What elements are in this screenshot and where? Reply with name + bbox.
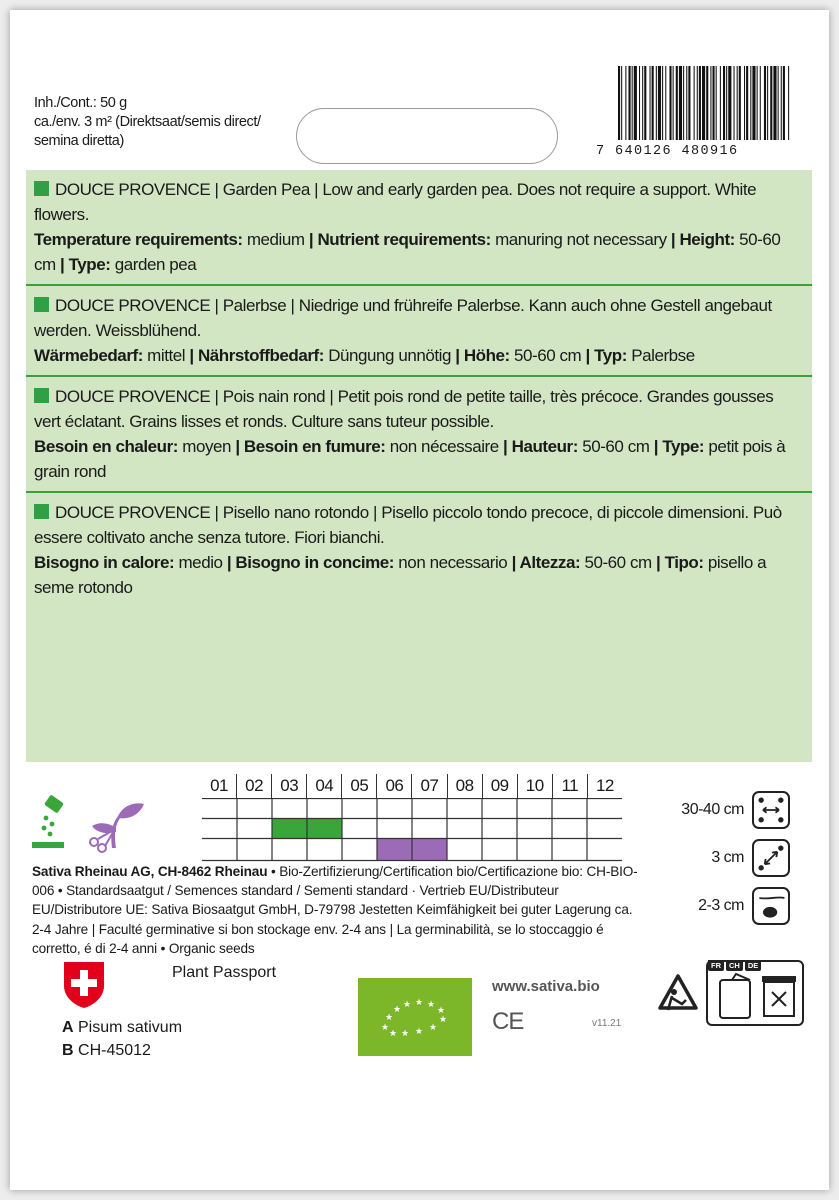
month-label: 10 (517, 774, 552, 798)
section-key: | Hauteur: (503, 437, 578, 456)
barcode-bar (706, 66, 708, 140)
barcode-bar (767, 66, 768, 140)
barcode-bar (702, 66, 705, 140)
barcode-bar (673, 66, 674, 140)
green-square-icon (34, 181, 49, 196)
month-label: 01 (210, 776, 228, 795)
recycle-country-tab: FR (708, 960, 724, 971)
recycle-country-tab: CH (726, 960, 743, 971)
eu-star-icon: ★ (414, 997, 424, 1007)
section-key: | Höhe: (455, 346, 510, 365)
section-key: | Nutrient requirements: (308, 230, 491, 249)
barcode-bar (650, 66, 651, 140)
contents-line: Inh./Cont.: 50 g (34, 95, 127, 111)
passport-registration (62, 1042, 151, 1060)
contents-line: semina diretta) (34, 133, 124, 149)
section-key: | Typ: (585, 346, 627, 365)
month-label: 06 (376, 774, 411, 798)
row-spacing-label: 30-40 cm (681, 801, 744, 818)
version-label: v11.21 (592, 1018, 622, 1029)
section-intro: DOUCE PROVENCE | Pois nain rond | Petit pois rond de petite taille, très précoce. Grandes gousses vert éclatant. Grains lisses et ronds. Culture sans tuteur possible. (34, 387, 774, 431)
month-label: 02 (236, 774, 271, 798)
section-key: | Besoin en fumure: (235, 437, 386, 456)
barcode-bar (656, 66, 657, 140)
month-label: 11 (552, 774, 587, 798)
barcode-bar (665, 66, 666, 140)
section-value: petit pois à grain rond (34, 437, 786, 481)
recycle-country-tab: DE (745, 960, 761, 971)
recycling-info-box (706, 960, 804, 1026)
month-label: 09 (482, 774, 517, 798)
section-key: | Nährstoffbedarf: (189, 346, 324, 365)
barcode-bar (713, 66, 715, 140)
plant-spacing (670, 836, 790, 880)
eu-star-icon: ★ (388, 1028, 398, 1038)
barcode-bar (644, 66, 646, 140)
eu-star-icon: ★ (428, 1022, 438, 1032)
barcode-bar (629, 66, 631, 140)
barcode-bar (716, 66, 717, 140)
company-name: Sativa Rheinau AG, CH-8462 Rheinau (32, 864, 268, 879)
barcode-bar (639, 66, 640, 140)
section-key: Wärmebedarf: (34, 346, 143, 365)
info-section-en (26, 170, 812, 284)
section-key: | Tipo: (655, 553, 704, 572)
section-intro: DOUCE PROVENCE | Garden Pea | Low and early garden pea. Does not require a support. White flowers. (34, 180, 757, 224)
barcode-bar (625, 66, 626, 140)
section-value: Düngung unnötig (323, 346, 456, 365)
green-square-icon (34, 297, 49, 312)
barcode-bar (770, 66, 772, 140)
green-square-icon (34, 388, 49, 403)
sowing-depth (670, 884, 790, 928)
hang-hole (296, 108, 558, 164)
barcode-bar (757, 66, 758, 140)
harvest-bar (377, 839, 412, 860)
company-info (32, 862, 642, 958)
section-value: 50-60 cm (580, 553, 656, 572)
calendar-months (202, 774, 622, 798)
info-section-it (26, 491, 812, 607)
sowing-icon (32, 794, 64, 848)
month-label: 12 (587, 774, 622, 798)
passport-botanical-name (62, 1019, 182, 1037)
eu-star-icon: ★ (414, 1026, 424, 1036)
barcode-bar (658, 66, 661, 140)
plant-spacing-icon (752, 839, 790, 877)
section-key: | Height: (670, 230, 735, 249)
row-spacing-icon (752, 791, 790, 829)
growing-calendar (202, 774, 622, 862)
section-key: Temperature requirements: (34, 230, 243, 249)
company-text: • Bio-Zertifizierung/Certification bio/Certificazione bio: CH-BIO-006 • Standardsaatgut / Semences standard / Sementi standard · Vertrieb EU/Distributeur EU/Distributore UE: Sativa Biosaatgut GmbH, D-79798 Jestetten Keimfähigkeit bei guter Lagerung ca. 2-4 Jahre | Faculté germinative si bon stockage env. 2-4 ans | La germinabilità, se lo stoccaggio é corretto, é di 2-4 anni • Organic seeds (32, 864, 638, 956)
website-link[interactable]: www.sativa.bio (492, 978, 600, 995)
sowing-bar (307, 819, 342, 838)
barcode-bar (752, 66, 755, 140)
eu-star-icon: ★ (402, 999, 412, 1009)
barcode-bar (726, 66, 727, 140)
sowing-depth-icon (752, 887, 790, 925)
section-intro: DOUCE PROVENCE | Palerbse | Niedrige und frühreife Palerbse. Kann auch ohne Gestell angebaut werden. Weissblühend. (34, 296, 772, 340)
calendar-bars (202, 798, 622, 862)
barcode-bar (728, 66, 731, 140)
barcode-bar (760, 66, 761, 140)
section-key: | Bisogno in concime: (226, 553, 395, 572)
barcode-bar (669, 66, 671, 140)
passport-letter: B (62, 1042, 74, 1059)
barcode-bar (739, 66, 741, 140)
spacing-info (670, 788, 790, 932)
barcode-bar (632, 66, 633, 140)
barcode-bar (764, 66, 766, 140)
barcode-digits: 7 640126 480916 (596, 144, 739, 159)
harvest-bar (412, 839, 447, 860)
seed-packet (10, 10, 829, 1190)
eu-star-icon: ★ (426, 999, 436, 1009)
barcode-bar (652, 66, 654, 140)
section-key: | Altezza: (511, 553, 581, 572)
barcode-bar (744, 66, 745, 140)
barcode-bar (746, 66, 748, 140)
month-label: 04 (306, 774, 341, 798)
barcode-bar (750, 66, 751, 140)
month-label: 07 (411, 774, 446, 798)
info-section-de (26, 284, 812, 375)
info-section-fr (26, 375, 812, 491)
plant-passport-title: Plant Passport (172, 964, 277, 981)
section-value: non necessario (394, 553, 512, 572)
section-value: 50-60 cm (577, 437, 654, 456)
swiss-shield-icon (62, 960, 106, 1010)
barcode-bar (686, 66, 687, 140)
barcode-bar (737, 66, 738, 140)
barcode-bar (634, 66, 637, 140)
month-label: 05 (341, 774, 376, 798)
info-panel (26, 170, 812, 762)
section-value: 50-60 cm (34, 230, 781, 274)
section-key: Besoin en chaleur: (34, 437, 178, 456)
section-value: non nécessaire (385, 437, 504, 456)
barcode-bar (642, 66, 643, 140)
eu-organic-logo-icon (358, 978, 472, 1056)
barcode-bar (720, 66, 721, 140)
contents-line: ca./env. 3 m² (Direktsaat/semis direct/ (34, 114, 261, 130)
barcode-bar (778, 66, 779, 140)
eu-star-icon: ★ (438, 1014, 448, 1024)
section-value: moyen (178, 437, 236, 456)
barcode-bar (676, 66, 678, 140)
eu-star-icon: ★ (392, 1004, 402, 1014)
barcode-bar (773, 66, 776, 140)
section-value: garden pea (110, 255, 197, 274)
recycling-bin-icon (706, 960, 804, 1026)
passport-value: Pisum sativum (73, 1019, 183, 1036)
calendar-grid (202, 798, 622, 862)
sowing-harvest-icons (32, 794, 162, 854)
barcode-bar (783, 66, 785, 140)
sowing-depth-label: 2-3 cm (698, 897, 744, 914)
harvest-icon (90, 803, 144, 852)
barcode-bar (683, 66, 684, 140)
passport-letter: A (62, 1019, 74, 1036)
barcode-bar (662, 66, 663, 140)
sowing-bar (272, 819, 307, 838)
barcode-bar (621, 66, 622, 140)
section-key: Bisogno in calore: (34, 553, 175, 572)
contents-info (34, 94, 304, 151)
barcode-bar (697, 66, 698, 140)
barcode-bar (694, 66, 695, 140)
section-value: mittel (142, 346, 190, 365)
eu-star-icon: ★ (436, 1005, 446, 1015)
barcode-bar (723, 66, 725, 140)
month-label: 03 (271, 774, 306, 798)
section-key: | Type: (653, 437, 705, 456)
barcode-bar (618, 66, 620, 140)
section-value: medium (242, 230, 309, 249)
barcode-bar (710, 66, 711, 140)
barcode-bar (688, 66, 690, 140)
month-label: 08 (447, 774, 482, 798)
recycle-person-icon (656, 972, 700, 1022)
section-value: Palerbse (626, 346, 695, 365)
ce-mark: CE (492, 1008, 524, 1035)
green-square-icon (34, 504, 49, 519)
barcode-bar (679, 66, 682, 140)
eu-star-icon: ★ (400, 1028, 410, 1038)
barcode-bar (781, 66, 782, 140)
barcode-bar (788, 66, 789, 140)
eu-star-icon: ★ (384, 1012, 394, 1022)
section-value: manuring not necessary (490, 230, 671, 249)
section-value: pisello a seme rotondo (34, 553, 767, 597)
passport-value: CH-45012 (73, 1042, 151, 1059)
barcode (596, 66, 790, 166)
section-intro: DOUCE PROVENCE | Pisello nano rotondo | Pisello piccolo tondo precoce, di piccole dimensioni. Può essere coltivato anche senza tutore. Fiori bianchi. (34, 503, 782, 547)
section-value: 50-60 cm (509, 346, 586, 365)
eu-star-icon: ★ (380, 1022, 390, 1032)
barcode-icon (618, 66, 790, 140)
row-spacing (670, 788, 790, 832)
section-value: medio (174, 553, 227, 572)
plant-spacing-label: 3 cm (711, 849, 744, 866)
barcode-bar (699, 66, 701, 140)
section-key: | Type: (60, 255, 111, 274)
barcode-bar (734, 66, 735, 140)
